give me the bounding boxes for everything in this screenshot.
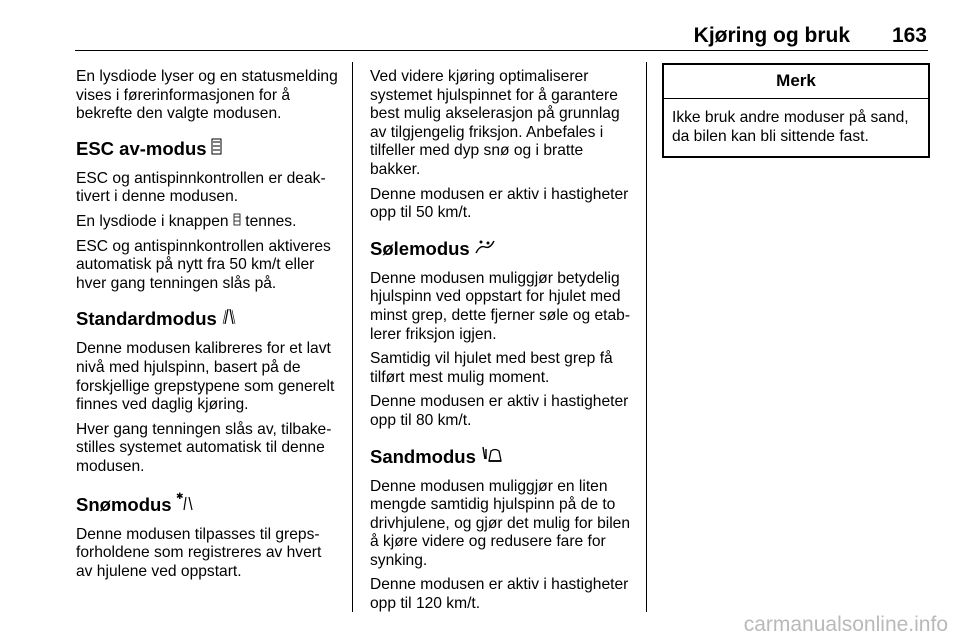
note-text: Ikke bruk andre moduser på sand, da bilen kan bli sittende fast. (672, 109, 909, 145)
header-rule (75, 50, 928, 51)
column-divider-right (646, 62, 647, 612)
mud-mode-heading: Sølemodus (370, 237, 636, 262)
esc-off-small-icon (233, 213, 241, 230)
sand-mode-heading: Sandmodus (370, 445, 636, 470)
esc-off-heading: ESC av-modus (76, 138, 342, 162)
mud-icon (474, 237, 496, 262)
standard-mode-paragraph-1: Denne modusen kalibreres for et lavt nivå med hjulspinn, basert på de forskjellige grepstypene som generelt finnes ved daglig kjøring. (76, 340, 335, 414)
road-icon (221, 307, 237, 332)
esc-off-paragraph-1: ESC og antispinnkontrollen er deak- tivert i denne modusen. (76, 169, 326, 206)
snow-mode-heading: Snømodus ✱ (76, 491, 342, 518)
svg-text:✱: ✱ (175, 491, 184, 502)
intro-paragraph: En lysdiode lyser og en statusmelding vises i førerinformasjonen for å bekrefte den valgte modusen. (76, 68, 338, 123)
middle-column (370, 68, 636, 620)
sand-icon (480, 445, 504, 470)
standard-mode-heading: Standardmodus (76, 307, 342, 332)
left-column (76, 68, 342, 587)
esc-off-paragraph-3: ESC og antispinnkontrollen aktiveres automatisk på nytt fra 50 km/t eller hver gang tenningen slås på. (76, 237, 331, 292)
snow-icon (176, 491, 196, 518)
mud-mode-paragraph-1: Denne modusen muliggjør betydelig hjulspinn ved oppstart for hjulet med minst grep, dette fjerner søle og etab- lerer friksjon igjen. (370, 269, 631, 343)
watermark: carmanualsonline.info (743, 613, 948, 636)
page-header-title: Kjøring og bruk (693, 24, 850, 47)
snow-mode-paragraph-2: Ved videre kjøring optimaliserer systemet hjulspinnet for å garantere best mulig akselerasjon på grunnlag av tilgjengelig friksjon. Anbefales i tilfeller med dyp snø og i bratte bakker. (370, 68, 620, 178)
standard-mode-paragraph-2: Hver gang tenningen slås av, tilbake- stilles systemet automatisk til denne modusen. (76, 420, 332, 475)
sand-mode-paragraph-2: Denne modusen er aktiv i hastigheter opp til 120 km/t. (370, 576, 629, 613)
mud-mode-paragraph-3: Denne modusen er aktiv i hastigheter opp til 80 km/t. (370, 393, 629, 429)
note-box (662, 63, 930, 158)
mud-mode-paragraph-2: Samtidig vil hjulet med best grep få tilført mest mulig moment. (370, 350, 613, 386)
note-title: Merk (664, 65, 928, 99)
column-divider-left (352, 62, 353, 612)
page-number: 163 (891, 24, 927, 47)
snow-mode-paragraph-1: Denne modusen tilpasses til greps- forholdene som registreres av hvert av hjulene ved oppstart. (76, 525, 322, 580)
esc-off-icon (211, 138, 222, 162)
esc-off-paragraph-2: En lysdiode i knappen tennes. (76, 212, 297, 230)
sand-mode-paragraph-1: Denne modusen muliggjør en liten mengde samtidig hjulspinn på de to drivhjulene, og gjør det mulig for bilen å kjøre videre og redusere fare for synking. (370, 477, 631, 569)
snow-mode-paragraph-3: Denne modusen er aktiv i hastigheter opp til 50 km/t. (370, 185, 629, 222)
